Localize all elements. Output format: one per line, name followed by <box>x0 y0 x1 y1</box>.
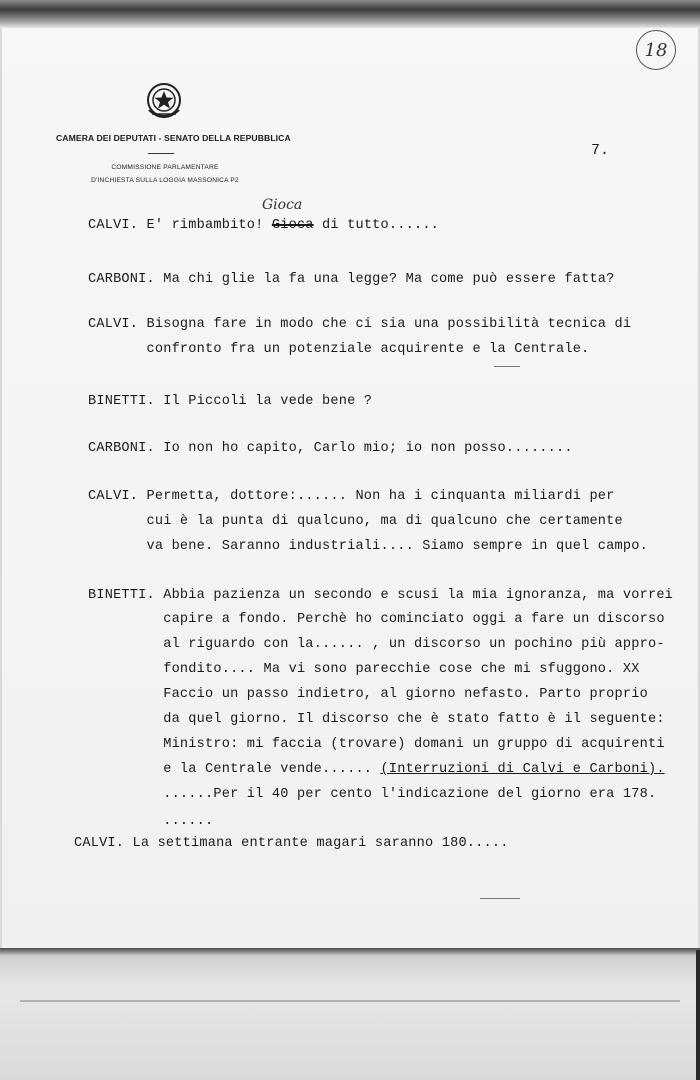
underlined-note: (Interruzioni di Calvi e Carboni). <box>380 762 665 777</box>
transcript-line: da quel giorno. Il discorso che è stato fatto è il seguente: <box>88 712 665 727</box>
scan-artifact-line <box>20 1000 680 1002</box>
transcript-line: confronto fra un potenziale acquirente e la Centrale. <box>88 342 590 357</box>
transcript-line <box>88 218 439 233</box>
transcript-line: CARBONI. Io non ho capito, Carlo mio; io non posso........ <box>88 441 573 456</box>
scan-right-edge <box>696 950 700 1080</box>
line-text: CALVI. E' rimbambito! <box>88 218 272 233</box>
line-text: e la Centrale vende...... <box>88 762 381 777</box>
handwritten-correction: Gioca <box>262 197 303 213</box>
transcript-line: cui è la punta di qualcuno, ma di qualcuno che certamente <box>88 514 623 529</box>
scan-mark <box>494 366 520 367</box>
transcript-line: BINETTI. Abbia pazienza un secondo e scusi la mia ignoranza, ma vorrei <box>88 588 674 603</box>
transcript-line <box>88 762 665 777</box>
scan-mark <box>480 898 520 899</box>
transcript-line: CALVI. Bisogna fare in modo che ci sia una possibilità tecnica di <box>88 317 632 332</box>
commission-line-1: COMMISSIONE PARLAMENTARE <box>111 164 219 171</box>
transcript-line: ......Per il 40 per cento l'indicazione del giorno era 178. <box>88 787 657 802</box>
handwritten-page-mark: 18 <box>636 30 676 70</box>
transcript-line: Ministro: mi faccia (trovare) domani un gruppo di acquirenti <box>88 737 665 752</box>
page-number: 7. <box>591 142 610 159</box>
commission-line-2: D'INCHIESTA SULLA LOGGIA MASSONICA P2 <box>91 177 239 184</box>
struck-word: Gioca <box>271 218 314 233</box>
scan-bottom-shadow <box>0 948 700 1080</box>
transcript-line: ...... <box>88 814 214 829</box>
header-divider <box>148 153 174 154</box>
italian-republic-emblem-icon <box>142 80 186 124</box>
transcript-line: va bene. Saranno industriali.... Siamo sempre in quel campo. <box>88 539 648 554</box>
transcript-line: al riguardo con la...... , un discorso un pochino più appro- <box>88 637 665 652</box>
scan-top-edge <box>0 0 700 28</box>
transcript-line: fondito.... Ma vi sono parecchie cose che mi sfuggono. XX <box>88 662 640 677</box>
transcript-line: CARBONI. Ma chi glie la fa una legge? Ma come può essere fatta? <box>88 272 615 287</box>
commission-name <box>60 161 270 187</box>
institution-title: CAMERA DEI DEPUTATI - SENATO DELLA REPUBBLICA <box>56 133 291 143</box>
transcript-line: capire a fondo. Perchè ho cominciato oggi a fare un discorso <box>88 612 665 627</box>
transcript-line: CALVI. Permetta, dottore:...... Non ha i cinquanta miliardi per <box>88 489 615 504</box>
transcript-line: BINETTI. Il Piccoli la vede bene ? <box>88 394 373 409</box>
transcript-line: Faccio un passo indietro, al giorno nefasto. Parto proprio <box>88 687 648 702</box>
transcript-line: CALVI. La settimana entrante magari saranno 180..... <box>74 836 509 851</box>
line-text: di tutto...... <box>313 218 440 233</box>
